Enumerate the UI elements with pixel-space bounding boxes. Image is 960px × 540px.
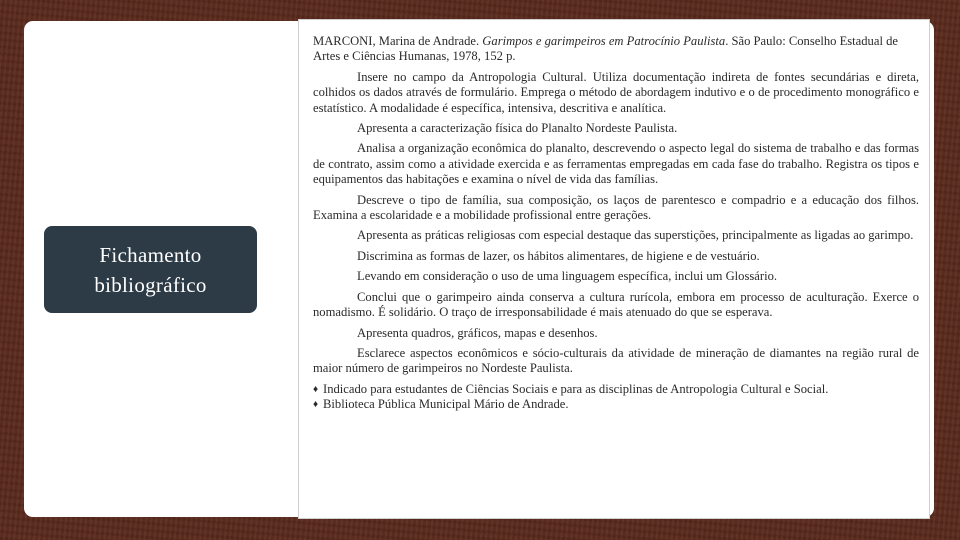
document-image xyxy=(298,19,930,519)
bullet-list xyxy=(313,382,919,413)
paragraph: Esclarece aspectos econômicos e sócio-culturais da atividade de mineração de diamantes na região rural de maior número de garimpeiros no Nordeste Paulista. xyxy=(313,345,919,376)
paragraph: Conclui que o garimpeiro ainda conserva a cultura rurícola, embora em processo de aculturação. Exerce o nomadismo. É solidário. O traço de irresponsabilidade é mais atenuado do que se esperava. xyxy=(313,289,919,320)
bullet-text: Indicado para estudantes de Ciências Sociais e para as disciplinas de Antropologia Cultural e Social. xyxy=(323,381,829,396)
document-body xyxy=(313,34,919,413)
diamond-bullet-icon: ♦ xyxy=(313,399,319,411)
paragraph: Insere no campo da Antropologia Cultural. Utiliza documentação indireta de fontes secundárias e direta, colhidos os dados através de formulário. Emprega o método de abordagem indutivo e o de procedimento monográfico e estatístico. A modalidade é específica, intensiva, descritiva e analítica. xyxy=(313,69,919,115)
bullet-item xyxy=(313,382,919,397)
paragraph: Apresenta a caracterização física do Planalto Nordeste Paulista. xyxy=(357,121,678,136)
diamond-bullet-icon: ♦ xyxy=(313,383,319,395)
paragraph: Analisa a organização econômica do planalto, descrevendo o aspecto legal do sistema de trabalho e das formas de contrato, assim como a atividade exercida e as ferramentas empregadas em cada fase do trabalho. Registra os tipos e equipamentos das habitações e examina o nível de vida das famílias. xyxy=(313,141,919,187)
reference-details: . São Paulo: Conselho Estadual de Artes e Ciências Humanas, 1978, 152 p. xyxy=(313,34,898,64)
paragraph: Apresenta as práticas religiosas com especial destaque das superstições, principalmente as ligadas ao garimpo. xyxy=(357,228,914,243)
paragraph: Apresenta quadros, gráficos, mapas e desenhos. xyxy=(357,325,598,340)
title-label-box xyxy=(44,226,257,313)
bullet-item xyxy=(313,397,919,412)
reference-author: MARCONI, Marina de Andrade. xyxy=(313,34,480,48)
title-label: Fichamento bibliográfico xyxy=(94,242,207,297)
paragraph: Descreve o tipo de família, sua composição, os laços de parentesco e compadrio e a educação dos filhos. Examina a escolaridade e a mobilidade profissional entre gerações. xyxy=(313,192,919,223)
bibliographic-reference xyxy=(313,34,919,65)
reference-title: Garimpos e garimpeiros em Patrocínio Paulista xyxy=(482,34,726,48)
bullet-text: Biblioteca Pública Municipal Mário de Andrade. xyxy=(323,397,569,412)
paragraph: Levando em consideração o uso de uma linguagem específica, inclui um Glossário. xyxy=(357,269,778,284)
paragraph: Discrimina as formas de lazer, os hábitos alimentares, de higiene e de vestuário. xyxy=(357,248,760,263)
